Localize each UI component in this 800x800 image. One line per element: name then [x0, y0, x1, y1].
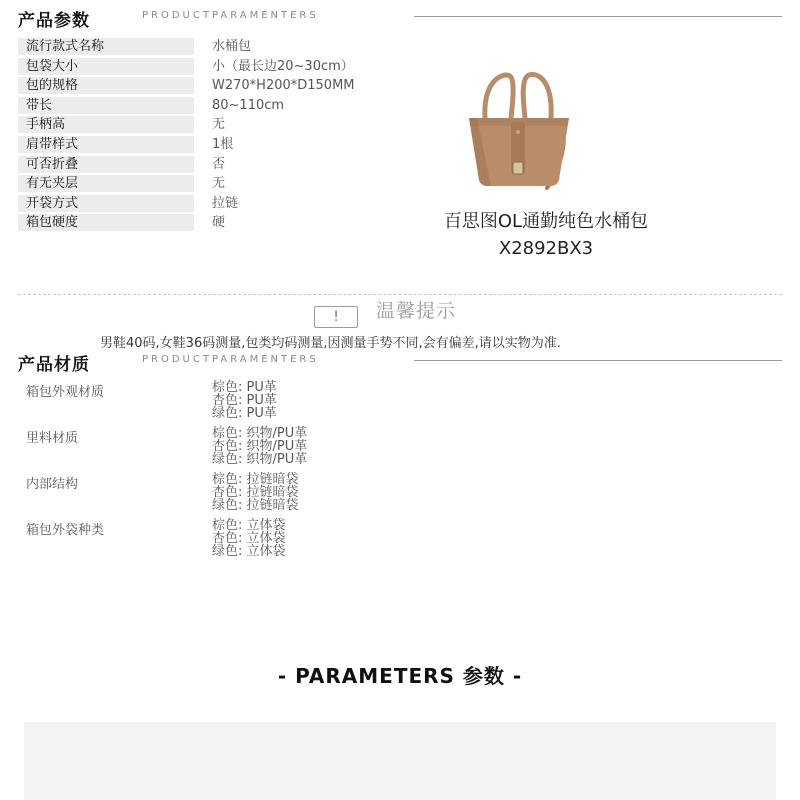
param-row — [18, 96, 285, 116]
param-label: 手柄高 — [18, 116, 194, 133]
material-value: 棕色: 织物/PU革 — [212, 426, 308, 441]
param-row — [18, 155, 226, 175]
parameters-footer-title: - PARAMETERS 参数 - — [277, 664, 523, 688]
materials-header-line — [414, 360, 782, 361]
material-value: 棕色: 拉链暗袋 — [212, 472, 299, 487]
param-value: W270*H200*D150MM — [212, 78, 355, 94]
material-value: 绿色: 立体袋 — [212, 544, 286, 559]
material-value: 杏色: 立体袋 — [212, 531, 286, 546]
material-values — [212, 519, 286, 558]
param-row — [18, 76, 355, 96]
material-value: 棕色: PU革 — [212, 380, 277, 395]
exclamation-icon — [314, 306, 358, 328]
param-label: 箱包硬度 — [18, 214, 194, 231]
material-value: 绿色: PU革 — [212, 406, 277, 421]
param-label: 包的规格 — [18, 77, 194, 94]
exclamation-glyph: ! — [333, 309, 339, 325]
param-value: 无 — [212, 117, 226, 133]
materials-section-subtitle: PRODUCTPARAMENTERS — [142, 354, 319, 365]
material-label: 里料材质 — [26, 431, 79, 446]
params-section-subtitle: PRODUCTPARAMENTERS — [142, 10, 319, 21]
product-name: 百思图OL通勤纯色水桶包 — [443, 211, 649, 232]
param-value: 否 — [212, 156, 226, 172]
material-value: 棕色: 立体袋 — [212, 518, 286, 533]
material-label: 箱包外观材质 — [26, 385, 105, 400]
tip-title: 温馨提示 — [376, 300, 457, 322]
materials-section-title: 产品材质 — [18, 355, 90, 375]
param-label: 有无夹层 — [18, 175, 194, 192]
param-value: 1根 — [212, 136, 234, 152]
param-label: 可否折叠 — [18, 156, 194, 173]
material-value: 绿色: 织物/PU革 — [212, 452, 308, 467]
param-value: 水桶包 — [212, 39, 252, 54]
params-section-title: 产品参数 — [18, 11, 90, 31]
param-row — [18, 37, 252, 57]
params-table — [18, 37, 355, 233]
param-label: 开袋方式 — [18, 195, 194, 212]
bucket-bag-illustration — [455, 70, 585, 195]
param-value: 硬 — [212, 215, 226, 231]
product-caption — [396, 208, 696, 262]
param-row — [18, 213, 226, 233]
param-value: 80~110cm — [212, 97, 285, 113]
param-row — [18, 115, 226, 135]
param-row — [18, 174, 226, 194]
material-label: 箱包外袋种类 — [26, 523, 105, 538]
material-value: 绿色: 拉链暗袋 — [212, 498, 299, 513]
material-value: 杏色: 织物/PU革 — [212, 439, 308, 454]
tip-notice-text: 男鞋40码,女鞋36码测量,包类均码测量,因测量手势不同,会有偏差,请以实物为准. — [100, 336, 561, 351]
product-model: X2892BX3 — [498, 238, 594, 259]
material-values — [212, 381, 277, 420]
param-row — [18, 57, 354, 77]
param-row — [18, 194, 239, 214]
param-label: 带长 — [18, 97, 194, 114]
param-label: 包袋大小 — [18, 58, 194, 75]
material-value: 杏色: PU革 — [212, 393, 277, 408]
param-value: 小（最长边20~30cm） — [212, 58, 354, 74]
material-values — [212, 427, 307, 466]
footer-panel — [24, 722, 776, 800]
param-value: 无 — [212, 176, 226, 192]
param-row — [18, 135, 234, 155]
param-label: 肩带样式 — [18, 136, 194, 153]
param-value: 拉链 — [212, 195, 239, 211]
material-values — [212, 473, 299, 512]
product-image — [455, 70, 585, 195]
material-label: 内部结构 — [26, 477, 79, 492]
material-value: 杏色: 拉链暗袋 — [212, 485, 299, 500]
param-label: 流行款式名称 — [18, 38, 194, 55]
dashed-divider — [18, 294, 782, 295]
params-header-line — [414, 16, 782, 17]
